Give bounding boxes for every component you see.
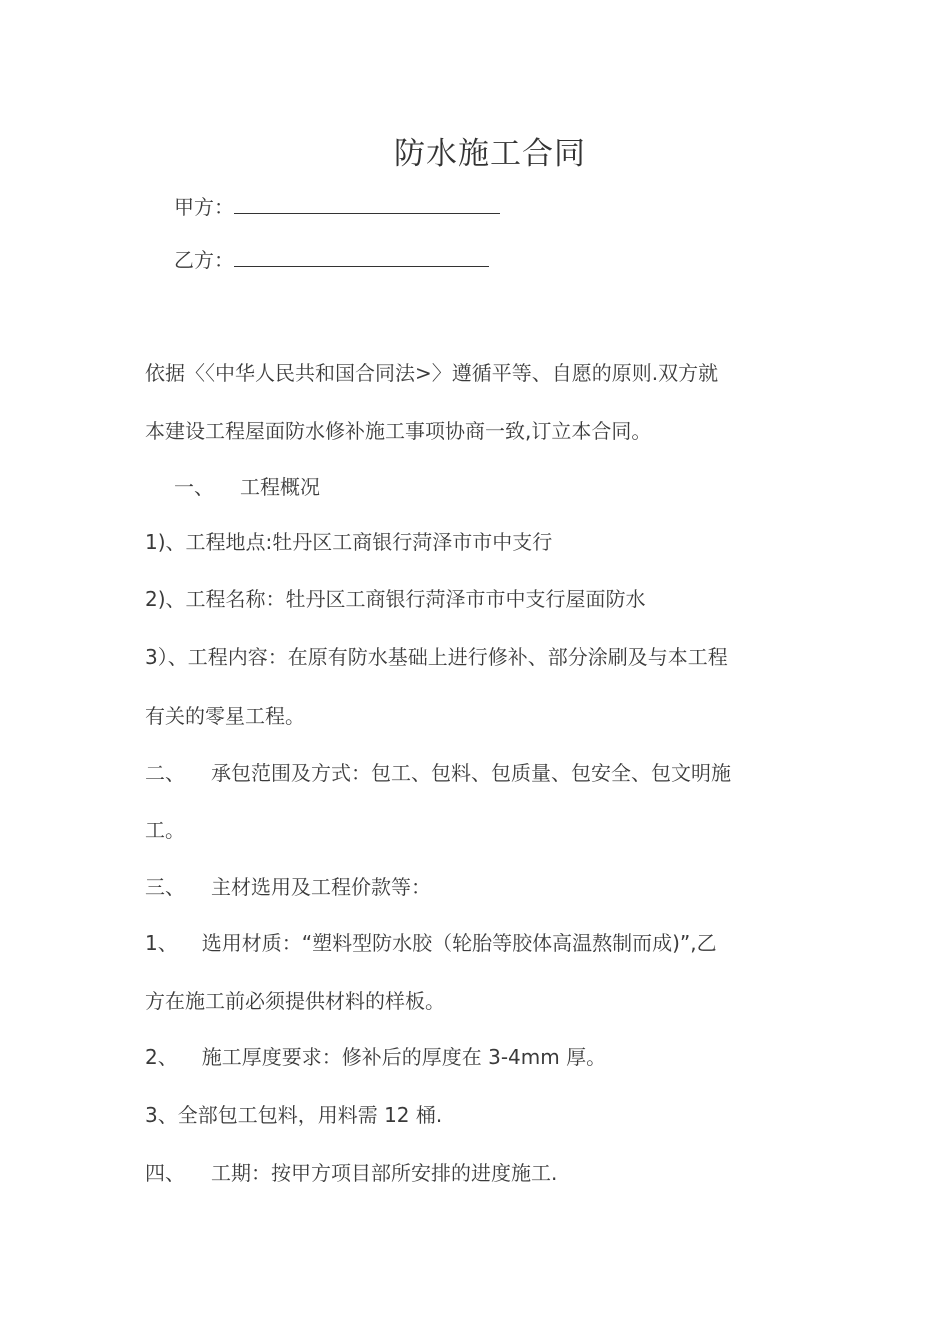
section-2-line-1 <box>145 759 731 787</box>
preamble-line-1: 依据〈〈中华人民共和国合同法>〉遵循平等、自愿的原则.双方就 <box>145 361 719 385</box>
subitem-3-line: 3、全部包工包料，用料需 12 桶. <box>145 1103 443 1127</box>
party-a-blank <box>234 195 500 214</box>
subitem-1-line-2: 方在施工前必须提供材料的样板。 <box>145 989 445 1013</box>
section-1-title: 工程概况 <box>240 475 320 499</box>
section-4-number: 四、 <box>145 1161 185 1185</box>
section-3-heading <box>145 873 431 901</box>
party-a-label: 甲方： <box>174 195 234 219</box>
subitem-1-text: 选用材质：“塑料型防水胶（轮胎等胶体高温熬制而成)”,乙 <box>201 931 717 955</box>
section-1-number: 一、 <box>174 475 214 499</box>
subitem-2-text: 施工厚度要求：修补后的厚度在 3-4mm 厚。 <box>201 1045 607 1069</box>
subitem-1-number: 1、 <box>145 931 178 955</box>
item-3-content-line-2: 有关的零星工程。 <box>145 704 305 728</box>
subitem-2-number: 2、 <box>145 1045 178 1069</box>
section-2-line-2: 工。 <box>145 818 185 842</box>
party-b-blank <box>234 248 489 267</box>
document-title: 防水施工合同 <box>394 136 586 172</box>
section-3-number: 三、 <box>145 875 185 899</box>
section-3-title: 主材选用及工程价款等： <box>211 875 431 899</box>
section-2-number: 二、 <box>145 761 185 785</box>
item-3-content-line-1: 3）、工程内容：在原有防水基础上进行修补、部分涂刷及与本工程 <box>145 645 728 669</box>
section-4-line <box>145 1159 557 1187</box>
party-b-label: 乙方： <box>174 248 234 272</box>
item-1-location: 1)、工程地点:牡丹区工商银行菏泽市市中支行 <box>145 530 553 554</box>
item-2-name: 2)、工程名称：牡丹区工商银行菏泽市市中支行屋面防水 <box>145 587 646 611</box>
subitem-1-line-1 <box>145 929 717 957</box>
section-2-text: 承包范围及方式：包工、包料、包质量、包安全、包文明施 <box>211 761 731 785</box>
subitem-2-line <box>145 1043 606 1071</box>
section-4-text: 工期：按甲方项目部所安排的进度施工. <box>211 1161 558 1185</box>
party-a-line <box>174 193 500 221</box>
preamble-line-2: 本建设工程屋面防水修补施工事项协商一致,订立本合同。 <box>145 419 652 443</box>
party-b-line <box>174 246 489 274</box>
section-1-heading <box>174 473 320 501</box>
